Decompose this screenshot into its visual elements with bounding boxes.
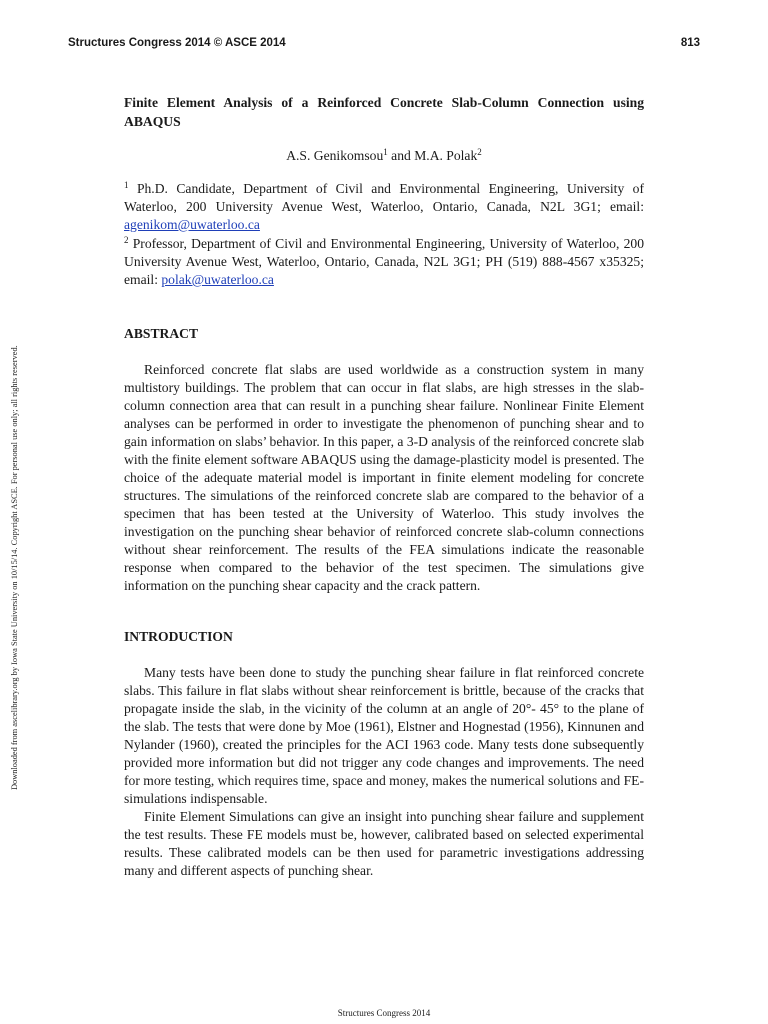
abstract-paragraph: Reinforced concrete flat slabs are used worldwide as a construction system in many multistory buildings. The problem that can occur in flat slabs, are high stresses in the slab-column connection area that can result in a punching shear failure. Nonlinear Finite Element analyses can be performed in order to investigate the phenomenon of punching shear and to gain information on slabs’ behavior. In this paper, a 3-D analysis of the reinforced concrete slab with the finite element software ABAQUS using the damage-plasticity model is presented. The choice of the adequate material model is important in finite element modeling for concrete structures. The simulations of the reinforced concrete slab are compared to the behavior of a specimen that has been tested at the University of Waterloo. This study involves the investigation on the punching shear behavior of reinforced concrete slab-column connections without shear reinforcement. The results of the FEA simulations indicate the reasonable response when compared to the behavior of the test specimen. The simulations give information on the punching shear capacity and the crack pattern. (124, 362, 644, 593)
page-footer: Structures Congress 2014 (337, 1008, 431, 1018)
introduction-paragraph-2: Finite Element Simulations can give an insight into punching shear failure and supplement the test results. These FE models must be, however, calibrated based on selected experimental results. These calibrated models can be then used for parametric investigations addressing many and different aspects of punching shear. (124, 809, 644, 878)
author-2: M.A. Polak (414, 148, 478, 163)
journal-header: Structures Congress 2014 © ASCE 2014 (68, 37, 286, 49)
email-link-genikomsou[interactable]: agenikom@uwaterloo.ca (124, 217, 260, 232)
author-2-superscript: 2 (477, 147, 482, 157)
affiliation-2 (124, 235, 644, 289)
affiliation-1-superscript: 1 (124, 180, 129, 190)
paper-title: Finite Element Analysis of a Reinforced Concrete Slab-Column Connection using ABAQUS (124, 95, 644, 129)
author-line (124, 147, 644, 165)
email-link-polak[interactable]: polak@uwaterloo.ca (161, 272, 274, 287)
affiliation-1-text: Ph.D. Candidate, Department of Civil and Environmental Engineering, University of Waterloo, 200 University Avenue West, Waterloo, Ontario, Canada, N2L 3G1; email: (124, 181, 644, 214)
download-notice: Downloaded from ascelibrary.org by Iowa State University on 10/15/14. Copyright ASCE. For personal use only; all rights reserved. (10, 345, 19, 790)
author-conjunction: and (387, 148, 415, 163)
introduction-paragraph-1: Many tests have been done to study the punching shear failure in flat reinforced concrete slabs. This failure in flat slabs without shear reinforcement is brittle, because of the cracks that propagate inside the slab, in the vicinity of the column at an angle of 20°- 45° to the plane of the slab. The tests that were done by Moe (1961), Elstner and Hognestad (1956), Kinnunen and Nylander (1960), created the principles for the ACI 1963 code. Many tests done subsequently provided more information but did not trigger any code changes and improvements. The need for more testing, which requires time, space and money, makes the numerical solutions and FE-simulations indispensable. (124, 665, 644, 806)
author-1-superscript: 1 (383, 147, 388, 157)
abstract-heading: ABSTRACT (124, 326, 199, 341)
introduction-body (124, 664, 644, 880)
page-number: 813 (680, 37, 700, 49)
introduction-heading: INTRODUCTION (124, 629, 233, 644)
affiliation-1 (124, 180, 644, 234)
affiliation-2-superscript: 2 (124, 235, 129, 245)
affiliation-2-text: Professor, Department of Civil and Environmental Engineering, University of Waterloo, 200 University Avenue West, Waterloo, Ontario, Canada, N2L 3G1; PH (519) 888-4567 x35325; email: (124, 236, 644, 287)
running-header (68, 37, 700, 53)
abstract-body (124, 361, 644, 595)
author-1: A.S. Genikomsou (286, 148, 384, 163)
